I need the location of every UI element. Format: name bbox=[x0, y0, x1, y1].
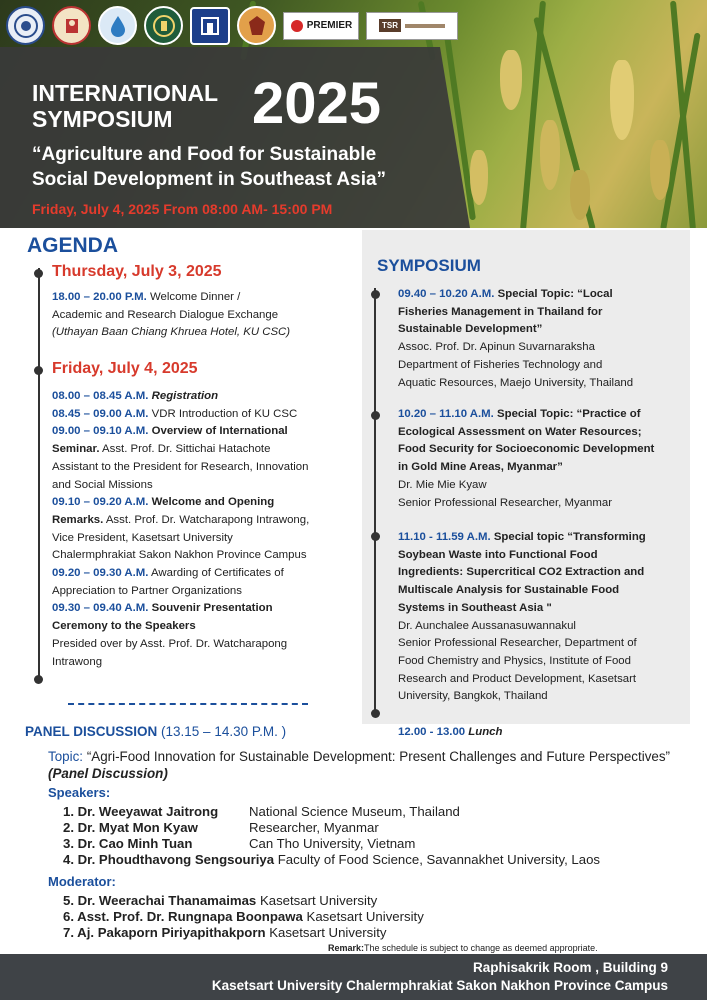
university-seal-logo bbox=[6, 6, 45, 45]
remark-note: Remark:The schedule is subject to change as deemed appropriate. bbox=[328, 943, 598, 953]
day1-item: 18.00 – 20.00 P.M. Welcome Dinner / Academic and Research Dialogue Exchange (Uthayan Baan Chiang Khruea Hotel, KU CSC) bbox=[52, 291, 291, 339]
day2-items: 08.00 – 08.45 A.M. Registration 08.45 – 09.00 A.M. VDR Introduction of KU CSC 09.00 – 09.10 A.M. Overview of International Seminar. Asst. Prof. Dr. Sittichai Hatachote Assistant to the President for Research, Innovation and Social Missions 09.10 – 09.20 A.M. Welcome and Opening Remarks. Asst. Prof. Dr. Watcharapong Intrawong, Vice President, Kasetsart University Chalermphrakiat Sakon Nakhon Province Campus 09.20 – 09.30 A.M. Awarding of Certificates of Appreciation to Partner Organizations 09.30 – 09.40 A.M. Souvenir Presentation Ceremony to the Speakers Presided over by Asst. Prof. Dr. Watcharapong Intrawong bbox=[52, 390, 310, 668]
speaker-3: 3. Dr. Cao Minh Tuan Can Tho University, Vietnam bbox=[63, 836, 416, 851]
institution-seal-logo bbox=[52, 6, 91, 45]
day1-heading: Thursday, July 3, 2025 bbox=[52, 263, 222, 280]
symposium-item-2: 10.20 – 11.10 A.M. Special Topic: “Practice of Ecological Assessment on Water Resources; Food Security for Socioeconomic Development in Gold Mine Areas, Myanmar” Dr. Mie Mie Kyaw Senior Professional Researcher, Myanmar bbox=[398, 408, 655, 509]
timeline-dot bbox=[371, 709, 380, 718]
moderator-2: 6. Asst. Prof. Dr. Rungnapa Boonpawa Kasetsart University bbox=[63, 909, 424, 924]
venue-room: Raphisakrik Room , Building 9 bbox=[472, 960, 668, 975]
speaker-2: 2. Dr. Myat Mon Kyaw Researcher, Myanmar bbox=[63, 820, 379, 835]
moderator-3: 7. Aj. Pakaporn Piriyapithakporn Kasetsart University bbox=[63, 925, 387, 940]
event-date: Friday, July 4, 2025 From 08:00 AM- 15:00 PM bbox=[32, 201, 333, 217]
premier-sponsor-logo: PREMIER bbox=[283, 12, 359, 40]
event-subtitle: “Agriculture and Food for Sustainable Social Development in Southeast Asia” bbox=[32, 144, 387, 190]
speakers-heading: Speakers: bbox=[48, 785, 111, 800]
timeline-dot bbox=[371, 290, 380, 299]
symposium-item-3: 11.10 - 11.59 A.M. Special topic “Transforming Soybean Waste into Functional Food Ingredients: Supercritical CO2 Extraction and Multiscale Analysis for Sustainable Food Systems in Southeast Asia " Dr. Aunchalee Aussanasuwannakul Senior Professional Researcher, Department of Food Chemistry and Physics, Institute of Food Research and Product Development, Kasetsart University, Bangkok, Thailand bbox=[398, 531, 646, 703]
symposium-heading: SYMPOSIUM bbox=[377, 256, 481, 275]
agenda-timeline bbox=[38, 268, 40, 680]
logo-row bbox=[6, 6, 458, 45]
timeline-dot bbox=[34, 366, 43, 375]
speaker-1: 1. Dr. Weeyawat Jaitrong National Science Museum, Thailand bbox=[63, 804, 460, 819]
moderator-1: 5. Dr. Weerachai Thanamaimas Kasetsart University bbox=[63, 893, 378, 908]
symposium-timeline bbox=[374, 288, 376, 714]
water-drop-logo bbox=[98, 6, 137, 45]
timeline-dot bbox=[34, 269, 43, 278]
timeline-dot bbox=[371, 532, 380, 541]
event-year: 2025 bbox=[252, 71, 382, 136]
panel-topic: Topic: “Agri-Food Innovation for Sustainable Development: Present Challenges and Future Perspectives” (Panel Discussion) bbox=[48, 749, 670, 781]
tsr-sponsor-logo: TSR bbox=[366, 12, 458, 40]
timeline-dot bbox=[371, 411, 380, 420]
crest-logo bbox=[237, 6, 276, 45]
moderator-heading: Moderator: bbox=[48, 874, 116, 889]
section-divider bbox=[68, 703, 308, 705]
day2-heading: Friday, July 4, 2025 bbox=[52, 360, 198, 377]
agenda-heading: AGENDA bbox=[27, 234, 119, 257]
panel-discussion-heading: PANEL DISCUSSION (13.15 – 14.30 P.M. ) bbox=[25, 724, 287, 739]
speaker-4: 4. Dr. Phoudthavong Sengsouriya Faculty of Food Science, Savannakhet University, Laos bbox=[63, 852, 601, 867]
event-title: INTERNATIONAL SYMPOSIUM bbox=[32, 80, 219, 132]
building-emblem-logo bbox=[190, 7, 230, 45]
venue-campus: Kasetsart University Chalermphrakiat Sakon Nakhon Province Campus bbox=[211, 978, 668, 993]
faculty-emblem-logo bbox=[144, 6, 183, 45]
symposium-item-1: 09.40 – 10.20 A.M. Special Topic: “Local Fisheries Management in Thailand for Sustainable Development” Assoc. Prof. Dr. Apinun Suvarnaraksha Department of Fisheries Technology and Aquatic Resources, Maejo University, Thailand bbox=[398, 288, 634, 389]
lunch-item: 12.00 - 13.00 Lunch bbox=[398, 726, 503, 738]
timeline-dot bbox=[34, 675, 43, 684]
